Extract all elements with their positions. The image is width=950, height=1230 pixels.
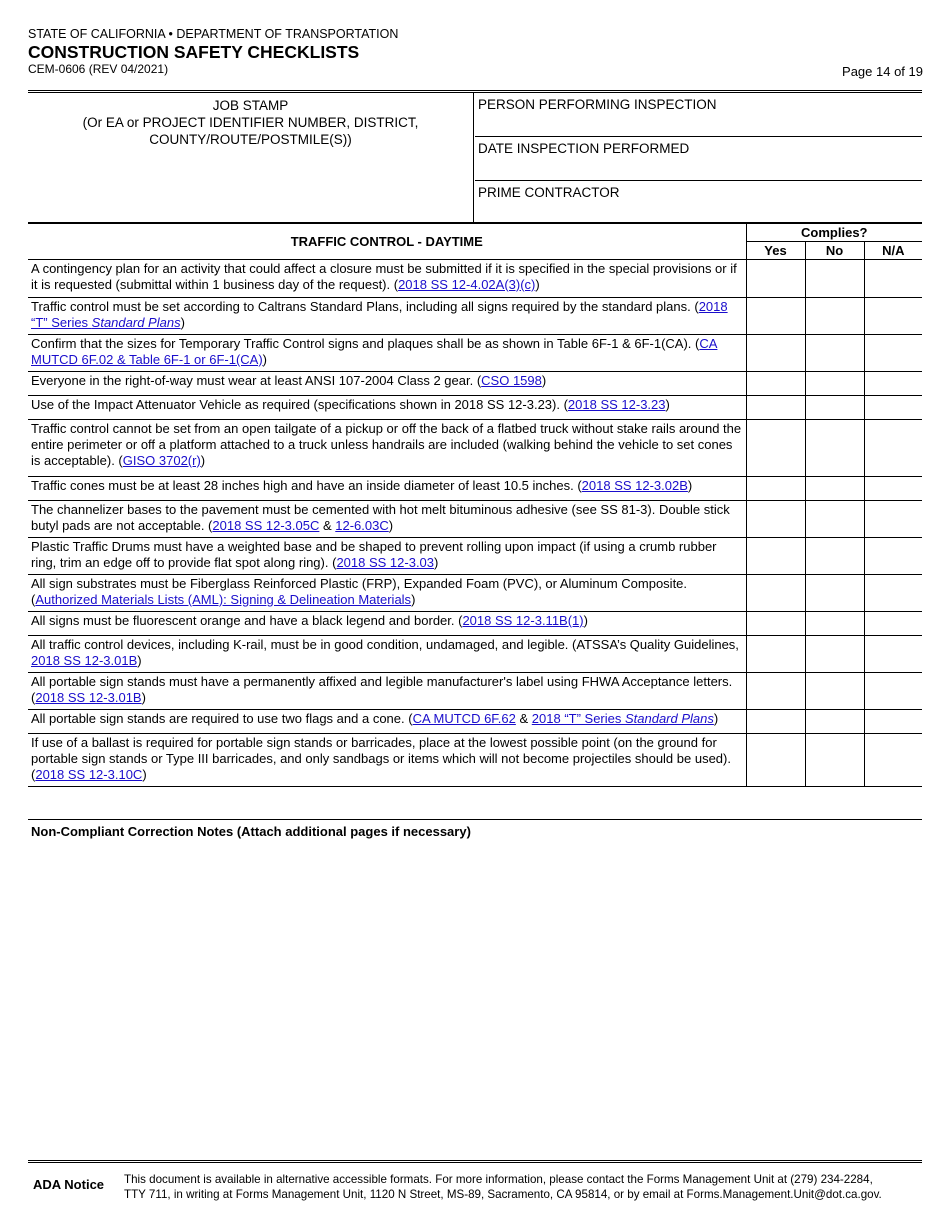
reference-link[interactable]: 2018 SS 12-4.02A(3)(c): [398, 277, 536, 292]
checklist-row: [28, 335, 922, 372]
complies-no-cell[interactable]: [805, 538, 864, 575]
item-tail: ): [434, 555, 439, 570]
complies-yes-cell[interactable]: [746, 734, 805, 787]
item-description: The channelizer bases to the pavement must be cemented with hot melt bituminous adhesive (see SS 81-3). Double stick butyl pads are not acceptable. (: [31, 502, 730, 533]
item-tail: ): [200, 453, 206, 468]
ada-line-2: TTY 711, in writing at Forms Management Unit, 1120 N Street, MS-89, Sacramento, CA 95814, or by email at Forms.Management.Unit@dot.ca.gov.: [124, 1188, 882, 1201]
complies-yes-cell[interactable]: [746, 575, 805, 612]
ada-line-1: This document is available in alternative accessible formats. For more information, please contact the Forms Management Unit at (279) 234-2284,: [124, 1173, 873, 1186]
complies-no-cell[interactable]: [805, 420, 864, 477]
reference-link[interactable]: CA MUTCD 6F.02 & Table 6F-1 or 6F-1(CA): [31, 336, 718, 367]
checklist-row: [28, 298, 922, 335]
checklist-row: [28, 477, 922, 501]
reference-link[interactable]: 2018 “T” Series: [31, 299, 728, 330]
item-tail: ): [583, 613, 588, 628]
correction-notes-area[interactable]: [28, 845, 922, 1145]
reference-link[interactable]: Authorized Materials Lists (AML): Signing & Delineation Materials: [35, 592, 412, 607]
reference-link[interactable]: 2018 SS 12-3.11B(1): [462, 613, 584, 628]
complies-no-cell[interactable]: [805, 260, 864, 298]
checklist-item-text: [28, 477, 746, 501]
checklist-item-text: [28, 335, 746, 372]
item-tail: ): [687, 478, 693, 493]
item-tail: ): [262, 352, 268, 367]
checklist-item-text: [28, 501, 746, 538]
item-description: Use of the Impact Attenuator Vehicle as required (specifications shown in 2018 SS 12-3.23). (: [31, 397, 568, 412]
checklist-row: [28, 538, 922, 575]
complies-no-cell[interactable]: [805, 710, 864, 734]
job-stamp-sub2: COUNTY/ROUTE/POSTMILE(S)): [149, 132, 352, 147]
complies-no-cell[interactable]: [805, 477, 864, 501]
checklist-row: [28, 673, 922, 710]
item-description: All sign substrates must be Fiberglass Reinforced Plastic (FRP), Expanded Foam (PVC), or Aluminum Composite. (: [31, 576, 688, 607]
item-tail: ): [137, 653, 142, 668]
complies-na-cell[interactable]: [864, 612, 922, 636]
complies-na-cell[interactable]: [864, 396, 922, 420]
item-description: All signs must be fluorescent orange and have a black legend and border. (: [31, 613, 463, 628]
complies-yes-cell[interactable]: [746, 260, 805, 298]
checklist-item-text: [28, 575, 746, 612]
date-label: DATE INSPECTION PERFORMED: [478, 141, 690, 156]
complies-no-cell[interactable]: [805, 396, 864, 420]
reference-link-2[interactable]: 12-6.03C: [335, 518, 389, 533]
complies-no-cell[interactable]: [805, 575, 864, 612]
reference-link-2[interactable]: 2018 “T” Series: [531, 711, 625, 726]
complies-na-cell[interactable]: [864, 477, 922, 501]
item-description: Plastic Traffic Drums must have a weighted base and be shaped to prevent rolling upon impact (if using a crumb rubber ring, trim an edge off to provide flat spot along ring). (: [31, 539, 717, 570]
page-number: Page 14 of 19: [842, 64, 923, 79]
job-stamp-sub1: (Or EA or PROJECT IDENTIFIER NUMBER, DISTRICT,: [82, 115, 419, 130]
checklist-item-text: [28, 612, 746, 636]
item-tail: ): [141, 690, 146, 705]
job-stamp-label: JOB STAMP: [212, 98, 289, 113]
reference-link[interactable]: 2018 SS 12-3.02B: [581, 478, 688, 493]
complies-na-cell[interactable]: [864, 298, 922, 335]
complies-na-cell[interactable]: [864, 575, 922, 612]
complies-no-cell[interactable]: [805, 335, 864, 372]
complies-na-cell[interactable]: [864, 260, 922, 298]
item-tail: ): [713, 711, 719, 726]
complies-na-cell[interactable]: [864, 636, 922, 673]
complies-na-cell[interactable]: [864, 538, 922, 575]
complies-yes-cell[interactable]: [746, 298, 805, 335]
job-info-box: [28, 90, 922, 223]
person-performing-inspection-field[interactable]: [475, 93, 922, 137]
section-title: TRAFFIC CONTROL - DAYTIME: [28, 224, 746, 260]
item-description: All portable sign stands are required to use two flags and a cone. (: [31, 711, 413, 726]
item-description: Traffic control must be set according to Caltrans Standard Plans, including all signs required by the standard plans. (: [31, 299, 699, 314]
complies-no-cell[interactable]: [805, 501, 864, 538]
complies-no-cell[interactable]: [805, 636, 864, 673]
checklist-row: [28, 420, 922, 477]
complies-na-cell[interactable]: [864, 501, 922, 538]
checklist-row: [28, 575, 922, 612]
complies-no-cell[interactable]: [805, 372, 864, 396]
person-label: PERSON PERFORMING INSPECTION: [478, 97, 717, 112]
item-tail: ): [142, 767, 147, 782]
contractor-label: PRIME CONTRACTOR: [478, 185, 620, 200]
item-description: All portable sign stands must have a permanently affixed and legible manufacturer's label using FHWA Acceptance letters. (: [31, 674, 733, 705]
reference-link[interactable]: 2018 SS 12-3.01B: [35, 690, 142, 705]
form-title: CONSTRUCTION SAFETY CHECKLISTS: [28, 42, 360, 62]
item-description: Everyone in the right-of-way must wear at least ANSI 107-2004 Class 2 gear. (: [31, 373, 482, 388]
reference-link[interactable]: GISO 3702(r): [122, 453, 201, 468]
link-separator: &: [515, 711, 532, 726]
reference-link[interactable]: CA MUTCD 6F.62: [412, 711, 516, 726]
reference-link[interactable]: 2018 SS 12-3.23: [567, 397, 666, 412]
form-number: CEM-0606 (REV 04/2021): [28, 62, 169, 76]
checklist-item-text: [28, 538, 746, 575]
checklist-row: [28, 636, 922, 673]
checklist-item-text: [28, 298, 746, 335]
item-description: A contingency plan for an activity that could affect a closure must be submitted if it is specified in the special provisions or if it is requested (submittal within 1 business day of the request). (: [31, 261, 737, 292]
complies-yes-cell[interactable]: [746, 636, 805, 673]
checklist-row: [28, 501, 922, 538]
complies-no-cell[interactable]: [805, 298, 864, 335]
checklist-item-text: [28, 673, 746, 710]
ada-footer: [28, 1160, 922, 1205]
checklist-item-text: [28, 260, 746, 298]
agency-name: STATE OF CALIFORNIA • DEPARTMENT OF TRANSPORTATION: [28, 27, 399, 41]
date-inspection-field[interactable]: [475, 137, 922, 181]
no-header: No: [805, 242, 864, 260]
complies-yes-cell[interactable]: [746, 538, 805, 575]
complies-no-cell[interactable]: [805, 612, 864, 636]
checklist-row: [28, 734, 922, 787]
complies-yes-cell[interactable]: [746, 477, 805, 501]
reference-link[interactable]: 2018 SS 12-3.01B: [31, 653, 138, 668]
complies-yes-cell[interactable]: [746, 372, 805, 396]
ada-notice-text: [124, 1172, 882, 1202]
na-header: N/A: [864, 242, 922, 260]
item-tail: ): [535, 277, 540, 292]
prime-contractor-field[interactable]: [475, 181, 922, 225]
checklist-item-text: [28, 734, 746, 787]
item-tail: ): [541, 373, 547, 388]
complies-na-cell[interactable]: [864, 335, 922, 372]
checklist-table: [28, 223, 922, 787]
complies-yes-cell[interactable]: [746, 710, 805, 734]
complies-no-cell[interactable]: [805, 673, 864, 710]
correction-notes-label: Non-Compliant Correction Notes (Attach additional pages if necessary): [28, 819, 922, 843]
complies-na-cell[interactable]: [864, 710, 922, 734]
complies-yes-cell[interactable]: [746, 396, 805, 420]
checklist-item-text: [28, 636, 746, 673]
checklist-row: [28, 612, 922, 636]
checklist-item-text: [28, 710, 746, 734]
item-tail: ): [388, 518, 394, 533]
link-separator: &: [319, 518, 336, 533]
job-stamp-area[interactable]: [28, 93, 474, 222]
complies-yes-cell[interactable]: [746, 673, 805, 710]
complies-na-cell[interactable]: [864, 673, 922, 710]
checklist-item-text: [28, 396, 746, 420]
item-description: Traffic control cannot be set from an open tailgate of a pickup or off the back of a flatbed truck without stake rails around the entire perimeter or off a platform attached to a truck unless handrails are included (walking behind the vehicle to set cones is acceptable). (: [31, 421, 742, 468]
checklist-row: [28, 396, 922, 420]
reference-link[interactable]: 2018 SS 12-3.03: [336, 555, 435, 570]
item-description: Confirm that the sizes for Temporary Traffic Control signs and plaques shall be as shown in Table 6F-1 & 6F-1(CA). (: [31, 336, 700, 351]
complies-na-cell[interactable]: [864, 372, 922, 396]
checklist-row: [28, 260, 922, 298]
checklist-item-text: [28, 420, 746, 477]
checklist-row: [28, 372, 922, 396]
item-description: If use of a ballast is required for portable sign stands or barricades, place at the lowest possible point (on the ground for portable sign stands or Type III barricades, and only sandbags or items which will not become projectiles should be used). (: [31, 735, 731, 782]
item-tail: ): [180, 315, 185, 330]
complies-yes-cell[interactable]: [746, 501, 805, 538]
reference-link-2-italic[interactable]: Standard Plans: [624, 711, 714, 726]
checklist-item-text: [28, 372, 746, 396]
complies-yes-cell[interactable]: [746, 612, 805, 636]
complies-no-cell[interactable]: [805, 734, 864, 787]
yes-header: Yes: [746, 242, 805, 260]
complies-na-cell[interactable]: [864, 734, 922, 787]
item-tail: ): [411, 592, 416, 607]
complies-na-cell[interactable]: [864, 420, 922, 477]
complies-header: Complies?: [746, 224, 922, 242]
reference-link[interactable]: 2018 SS 12-3.10C: [35, 767, 143, 782]
item-tail: ): [665, 397, 670, 412]
checklist-row: [28, 710, 922, 734]
complies-yes-cell[interactable]: [746, 420, 805, 477]
item-description: All traffic control devices, including K-rail, must be in good condition, undamaged, and legible. (ATSSA’s Quality Guidelines,: [31, 637, 739, 652]
reference-link[interactable]: CSO 1598: [481, 373, 542, 388]
item-description: Traffic cones must be at least 28 inches high and have an inside diameter of least 10.5 inches. (: [31, 478, 582, 493]
ada-notice-label: ADA Notice: [33, 1177, 105, 1192]
complies-yes-cell[interactable]: [746, 335, 805, 372]
reference-link-italic[interactable]: Standard Plans: [91, 315, 181, 330]
reference-link[interactable]: 2018 SS 12-3.05C: [212, 518, 320, 533]
form-header: [28, 27, 923, 77]
